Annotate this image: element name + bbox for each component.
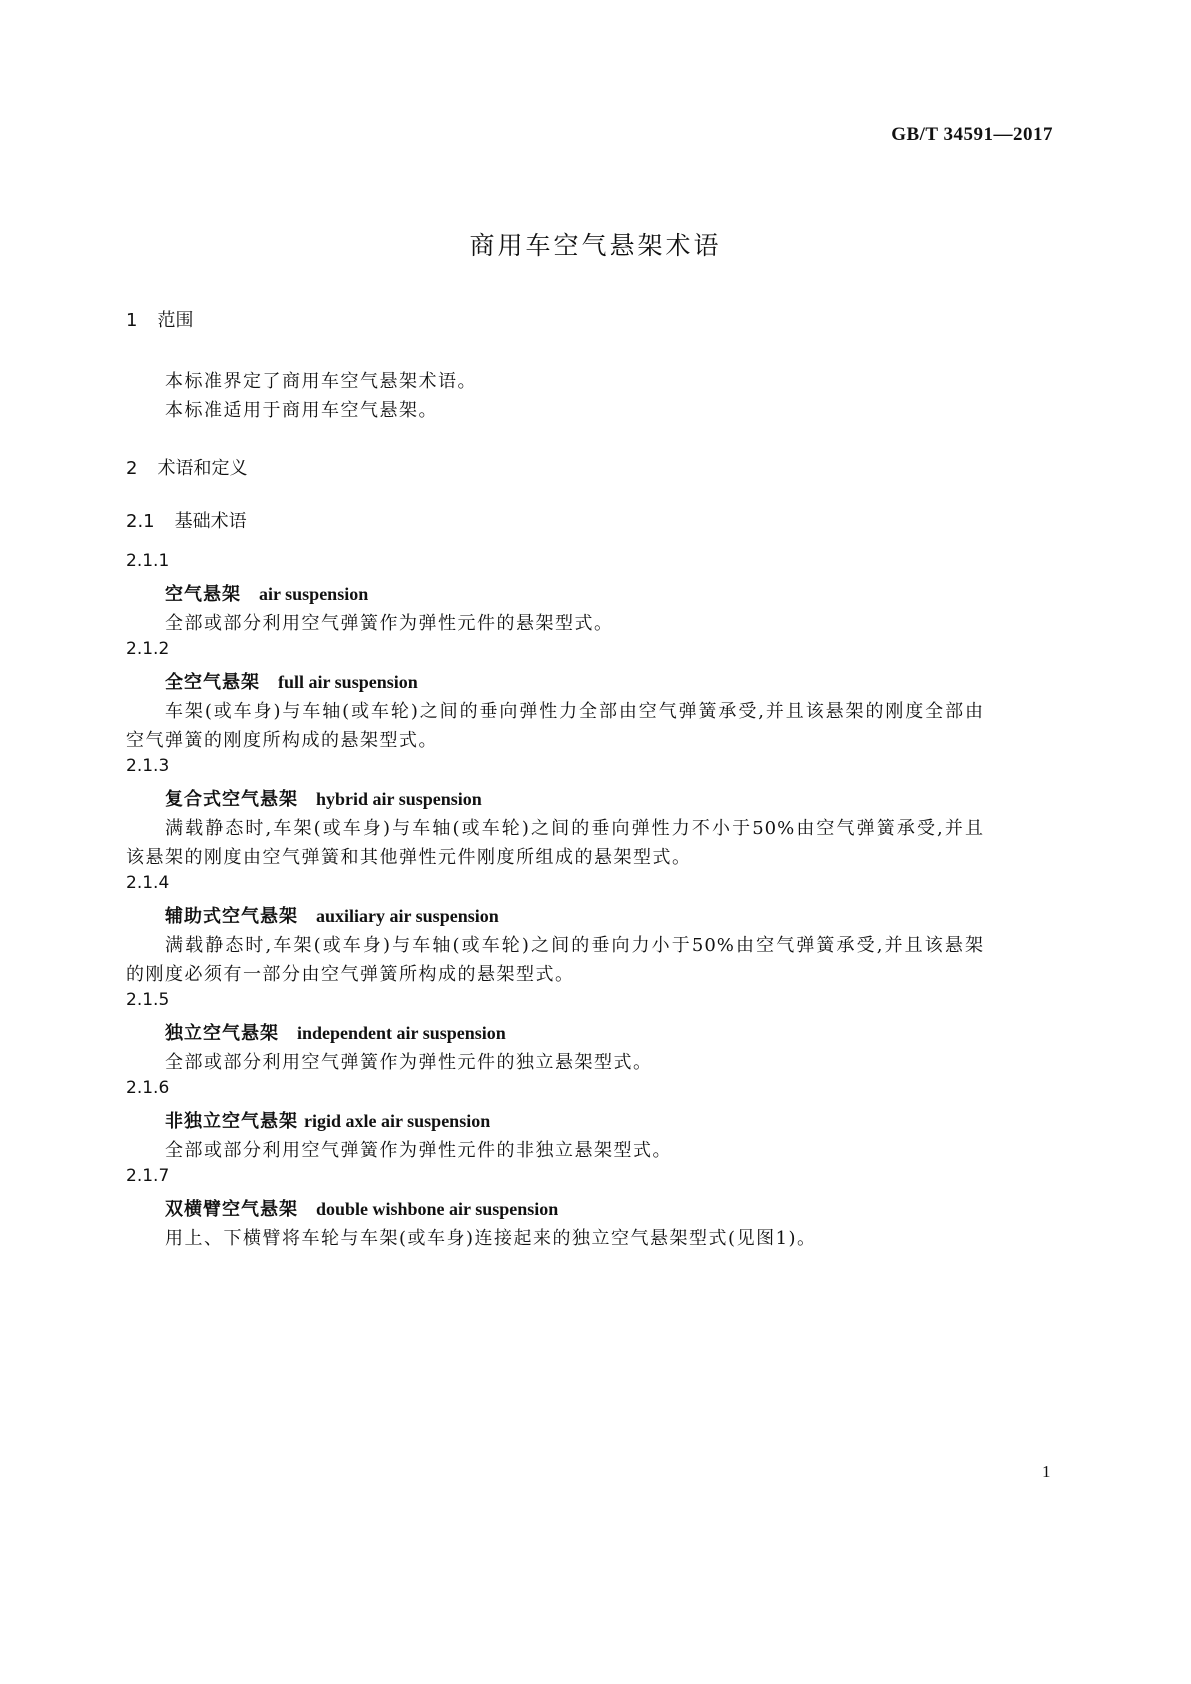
clause-number: 2.1.3 (126, 756, 170, 776)
clause-number: 2.1.6 (126, 1078, 170, 1098)
term-entry (165, 902, 499, 928)
term-en: hybrid air suspension (316, 789, 482, 809)
term-entry (165, 1195, 558, 1221)
term-zh: 辅助式空气悬架 (165, 906, 298, 927)
term-entry (165, 580, 368, 606)
section-title: 基础术语 (174, 511, 247, 532)
term-en: air suspension (259, 584, 369, 604)
term-definition: 用上、下横臂将车轮与车架(或车身)连接起来的独立空气悬架型式(见图1)。 (165, 1228, 817, 1249)
term-zh: 复合式空气悬架 (165, 789, 298, 810)
clause-number: 2.1.1 (126, 551, 170, 571)
term-en: double wishbone air suspension (316, 1199, 559, 1219)
term-zh: 非独立空气悬架 (165, 1111, 298, 1132)
term-en: independent air suspension (297, 1023, 506, 1043)
standard-number: GB/T 34591—2017 (891, 124, 1053, 145)
section-number: 1 (126, 310, 138, 331)
term-definition: 全部或部分利用空气弹簧作为弹性元件的非独立悬架型式。 (165, 1140, 672, 1161)
term-definition: 该悬架的刚度由空气弹簧和其他弹性元件刚度所组成的悬架型式。 (126, 847, 692, 868)
term-zh: 全空气悬架 (165, 672, 260, 693)
term-entry (165, 668, 418, 694)
term-en: auxiliary air suspension (316, 906, 499, 926)
term-en: full air suspension (278, 672, 418, 692)
term-zh: 独立空气悬架 (165, 1023, 279, 1044)
section-title: 范围 (157, 310, 194, 331)
term-definition: 全部或部分利用空气弹簧作为弹性元件的独立悬架型式。 (165, 1052, 653, 1073)
page-number: 1 (1042, 1462, 1051, 1481)
term-definition: 全部或部分利用空气弹簧作为弹性元件的悬架型式。 (165, 613, 614, 634)
term-zh: 双横臂空气悬架 (165, 1199, 298, 1220)
document-title: 商用车空气悬架术语 (469, 231, 722, 260)
clause-number: 2.1.5 (126, 990, 170, 1010)
clause-number: 2.1.7 (126, 1166, 170, 1186)
section-title: 术语和定义 (157, 458, 248, 479)
term-entry (165, 785, 482, 811)
section-number: 2 (126, 458, 138, 479)
term-zh: 空气悬架 (165, 584, 241, 605)
clause-number: 2.1.2 (126, 639, 170, 659)
section-number: 2.1 (126, 511, 155, 532)
term-definition: 车架(或车身)与车轴(或车轮)之间的垂向弹性力全部由空气弹簧承受,并且该悬架的刚度全部由 (165, 701, 984, 722)
paragraph: 本标准界定了商用车空气悬架术语。 (165, 371, 477, 392)
section-1-heading (126, 306, 193, 332)
term-definition: 空气弹簧的刚度所构成的悬架型式。 (126, 730, 438, 751)
term-definition: 满载静态时,车架(或车身)与车轴(或车轮)之间的垂向力小于50%由空气弹簧承受,并且该悬架 (165, 935, 984, 956)
term-entry (165, 1019, 506, 1045)
paragraph: 本标准适用于商用车空气悬架。 (165, 400, 438, 421)
section-2-1-heading (126, 507, 247, 533)
clause-number: 2.1.4 (126, 873, 170, 893)
section-2-heading (126, 454, 247, 480)
term-definition: 满载静态时,车架(或车身)与车轴(或车轮)之间的垂向弹性力不小于50%由空气弹簧承受,并且 (165, 818, 984, 839)
term-en: rigid axle air suspension (304, 1111, 491, 1131)
term-definition: 的刚度必须有一部分由空气弹簧所构成的悬架型式。 (126, 964, 575, 985)
term-entry (165, 1107, 490, 1133)
